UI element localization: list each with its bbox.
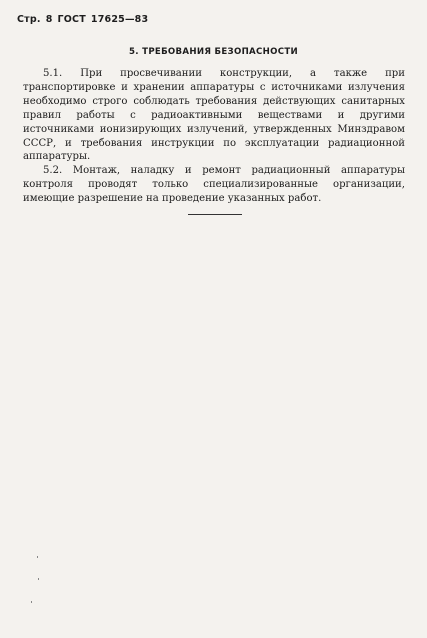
running-head xyxy=(17,14,153,25)
scan-speck xyxy=(37,556,38,558)
standard-number: 17625—83 xyxy=(90,14,149,25)
paragraph-5-2: 5.2. Монтаж, наладку и ремонт радиационный аппаратуры контроля проводят только специализированные организации, имеющие разрешение на проведение указанных работ. xyxy=(23,165,405,205)
page-label: Стр. xyxy=(17,14,41,25)
body-text xyxy=(23,67,405,206)
section-title: 5. ТРЕБОВАНИЯ БЕЗОПАСНОСТИ xyxy=(129,47,298,57)
standard-label: ГОСТ xyxy=(57,14,86,25)
end-rule xyxy=(188,214,242,215)
scan-speck xyxy=(38,578,39,580)
page-number: 8 xyxy=(45,14,53,25)
paragraph-5-1: 5.1. При просвечивании конструкции, а также при транспортировке и хранении аппаратуры с источниками излучения необходимо строго соблюдать требования действующих санитарных правил работы с радиоактивными веществами и другими источниками ионизирующих излучений, утвержденных Минздравом СССР, и требования инструкции по эксплуатации радиационной аппаратуры. xyxy=(23,68,405,163)
scan-speck xyxy=(31,601,32,603)
